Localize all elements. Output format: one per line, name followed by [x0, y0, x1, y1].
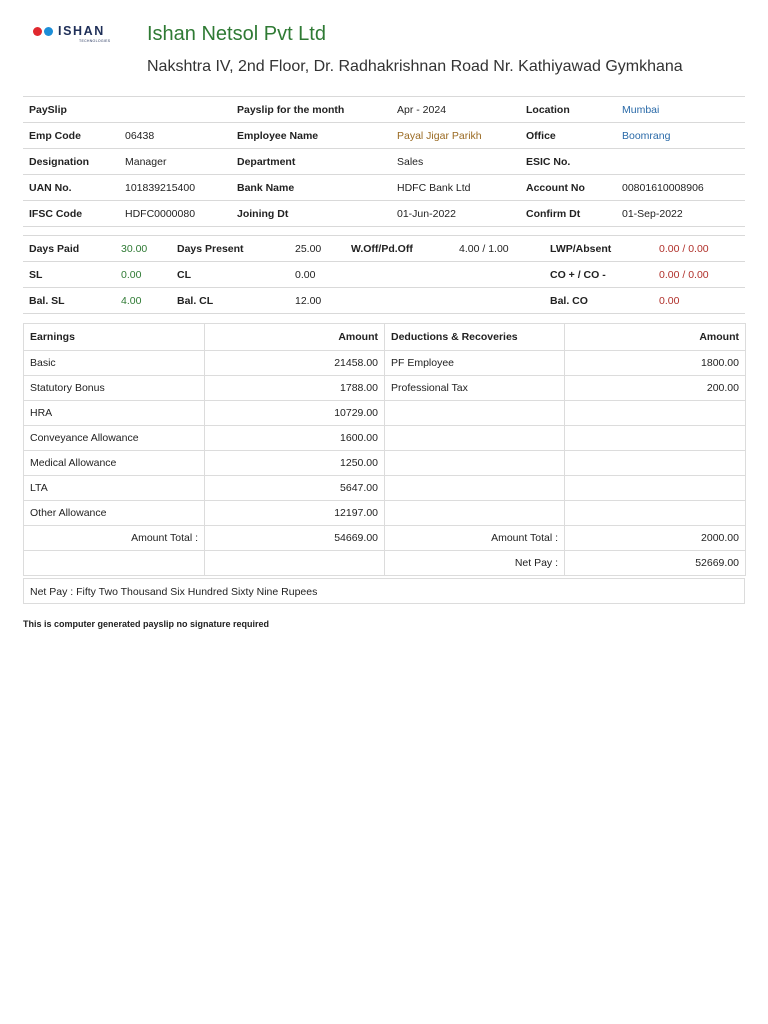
attendance-row [23, 262, 745, 288]
info-row [23, 201, 745, 227]
earning-amount: 1600.00 [205, 426, 385, 451]
info-label-c: Confirm Dt [520, 201, 616, 227]
info-value-b: 01-Jun-2022 [391, 201, 520, 227]
attendance-label: CL [171, 262, 289, 288]
info-row [23, 149, 745, 175]
deduction-name [385, 501, 565, 526]
deduction-amount: 1800.00 [565, 351, 746, 376]
total-deductions: 2000.00 [565, 526, 746, 551]
attendance-value: 0.00 / 0.00 [653, 262, 745, 288]
info-label-a: UAN No. [23, 175, 119, 201]
company-logo [33, 25, 115, 45]
info-value-b: Sales [391, 149, 520, 175]
earnings-amount-heading: Amount [205, 324, 385, 351]
total-label-earnings: Amount Total : [24, 526, 205, 551]
earning-amount: 10729.00 [205, 401, 385, 426]
deduction-amount [565, 451, 746, 476]
attendance-value: 0.00 [289, 262, 345, 288]
earning-amount: 1250.00 [205, 451, 385, 476]
deduction-name [385, 476, 565, 501]
company-address: Nakshtra IV, 2nd Floor, Dr. Radhakrishnan Road Nr. Kathiyawad Gymkhana [147, 58, 683, 75]
attendance-value: 0.00 / 0.00 [653, 236, 745, 262]
earning-amount: 21458.00 [205, 351, 385, 376]
info-label-c: Account No [520, 175, 616, 201]
deduction-amount [565, 426, 746, 451]
earning-name: Statutory Bonus [24, 376, 205, 401]
info-value-c [616, 149, 745, 175]
earning-name: LTA [24, 476, 205, 501]
attendance-value: 4.00 [115, 288, 171, 314]
deduction-amount [565, 401, 746, 426]
footer-note: This is computer generated payslip no signature required [23, 619, 270, 629]
net-pay-label: Net Pay : [385, 551, 565, 576]
attendance-value: 12.00 [289, 288, 345, 314]
attendance-row [23, 288, 745, 314]
info-value-a: 06438 [119, 123, 231, 149]
info-row [23, 175, 745, 201]
info-label-a: IFSC Code [23, 201, 119, 227]
deduction-amount [565, 501, 746, 526]
earnings-row [24, 401, 746, 426]
attendance-label: W.Off/Pd.Off [345, 236, 453, 262]
attendance-value [453, 288, 544, 314]
attendance-table [23, 235, 745, 314]
payslip-header [0, 0, 768, 90]
logo-text: ISHAN [58, 24, 105, 38]
earning-amount: 1788.00 [205, 376, 385, 401]
attendance-label: Days Present [171, 236, 289, 262]
attendance-value: 0.00 [115, 262, 171, 288]
attendance-label: Bal. SL [23, 288, 115, 314]
earning-name: Conveyance Allowance [24, 426, 205, 451]
info-label-b: Bank Name [231, 175, 391, 201]
info-value-b: HDFC Bank Ltd [391, 175, 520, 201]
info-label-a: Designation [23, 149, 119, 175]
employee-info-table [23, 96, 745, 227]
company-name: Ishan Netsol Pvt Ltd [147, 23, 326, 45]
earnings-row [24, 351, 746, 376]
attendance-label: CO + / CO - [544, 262, 653, 288]
deduction-amount [565, 476, 746, 501]
attendance-label: Bal. CL [171, 288, 289, 314]
attendance-label [345, 262, 453, 288]
attendance-value [453, 262, 544, 288]
attendance-value: 4.00 / 1.00 [453, 236, 544, 262]
info-value-a: Manager [119, 149, 231, 175]
info-value-c: Boomrang [616, 123, 745, 149]
earning-amount: 12197.00 [205, 501, 385, 526]
deductions-heading: Deductions & Recoveries [385, 324, 565, 351]
totals-row [24, 526, 746, 551]
info-value-c: 00801610008906 [616, 175, 745, 201]
info-label-b: Employee Name [231, 123, 391, 149]
deductions-amount-heading: Amount [565, 324, 746, 351]
info-label-b: Joining Dt [231, 201, 391, 227]
earnings-row [24, 426, 746, 451]
info-label-a: Emp Code [23, 123, 119, 149]
net-pay-in-words: Net Pay : Fifty Two Thousand Six Hundred Sixty Nine Rupees [23, 578, 745, 604]
deduction-name [385, 426, 565, 451]
deduction-name: Professional Tax [385, 376, 565, 401]
logo-blue-dot [44, 27, 53, 36]
info-label-c: Location [520, 97, 616, 123]
earning-name: HRA [24, 401, 205, 426]
deduction-name [385, 451, 565, 476]
info-label-c: Office [520, 123, 616, 149]
info-label-c: ESIC No. [520, 149, 616, 175]
net-pay-blank [24, 551, 205, 576]
info-value-c: 01-Sep-2022 [616, 201, 745, 227]
attendance-value: 30.00 [115, 236, 171, 262]
info-value-b: Apr - 2024 [391, 97, 520, 123]
earnings-deductions-table [23, 323, 746, 576]
attendance-label [345, 288, 453, 314]
attendance-label: Days Paid [23, 236, 115, 262]
earning-name: Basic [24, 351, 205, 376]
total-label-deductions: Amount Total : [385, 526, 565, 551]
info-label-a: PaySlip [23, 97, 119, 123]
info-label-b: Payslip for the month [231, 97, 391, 123]
info-value-a [119, 97, 231, 123]
earnings-row [24, 476, 746, 501]
info-label-b: Department [231, 149, 391, 175]
deduction-name: PF Employee [385, 351, 565, 376]
info-value-a: HDFC0000080 [119, 201, 231, 227]
earning-amount: 5647.00 [205, 476, 385, 501]
deduction-name [385, 401, 565, 426]
earnings-row [24, 451, 746, 476]
attendance-label: LWP/Absent [544, 236, 653, 262]
logo-subtext: TECHNOLOGIES [79, 39, 111, 43]
attendance-label: SL [23, 262, 115, 288]
earning-name: Medical Allowance [24, 451, 205, 476]
attendance-value: 0.00 [653, 288, 745, 314]
earnings-row [24, 501, 746, 526]
earning-name: Other Allowance [24, 501, 205, 526]
deduction-amount: 200.00 [565, 376, 746, 401]
info-row [23, 123, 745, 149]
net-pay-value: 52669.00 [565, 551, 746, 576]
net-pay-blank [205, 551, 385, 576]
attendance-value: 25.00 [289, 236, 345, 262]
attendance-label: Bal. CO [544, 288, 653, 314]
info-value-b: Payal Jigar Parikh [391, 123, 520, 149]
earnings-row [24, 376, 746, 401]
net-pay-row [24, 551, 746, 576]
logo-red-dot [33, 27, 42, 36]
earnings-header-row [24, 324, 746, 351]
info-row [23, 97, 745, 123]
info-value-a: 101839215400 [119, 175, 231, 201]
total-earnings: 54669.00 [205, 526, 385, 551]
info-value-c: Mumbai [616, 97, 745, 123]
earnings-heading: Earnings [24, 324, 205, 351]
attendance-row [23, 236, 745, 262]
